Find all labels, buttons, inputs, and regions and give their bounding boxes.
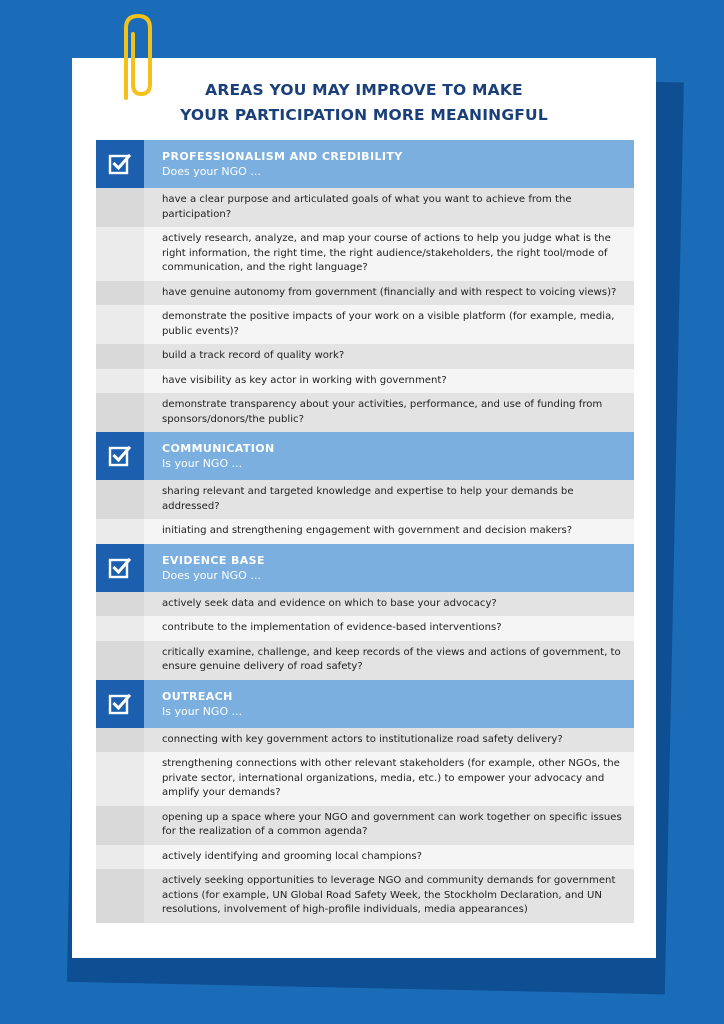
item-gutter — [96, 369, 144, 394]
checklist-item-text: sharing relevant and targeted knowledge and expertise to help your demands be addressed? — [162, 486, 574, 512]
checkbox-checked-icon — [96, 680, 144, 728]
section-heading: PROFESSIONALISM AND CREDIBILITY — [162, 150, 403, 163]
section-subheading: Does your NGO ... — [162, 165, 261, 178]
item-gutter — [96, 281, 144, 306]
checklist-item — [96, 188, 634, 227]
section-heading: OUTREACH — [162, 689, 233, 703]
checklist-item-text: build a track record of quality work? — [162, 350, 345, 361]
checklist-item-text: contribute to the implementation of evidence-based interventions? — [162, 622, 502, 633]
item-gutter — [96, 845, 144, 870]
checklist-item-text: actively research, analyze, and map your course of actions to help you judge what is the right information, the right time, the right audience/stakeholders, the right tool/mode of communication, and the right language? — [162, 233, 611, 273]
checklist-item-text: actively seeking opportunities to leverage NGO and community demands for government actions (for example, UN Global Road Safety Week, the Stockholm Declaration, and UN resolutions, involvement of high-profile individuals, media appearances) — [162, 875, 616, 915]
checklist-item-text: strengthening connections with other relevant stakeholders (for example, other NGOs, the private sector, international organizations, media, etc.) to empower your advocacy and amplify your demands? — [162, 758, 620, 798]
checklist-table — [96, 140, 634, 923]
section-header — [96, 432, 634, 480]
section-header — [96, 680, 634, 728]
checklist-item-text: have visibility as key actor in working with government? — [162, 374, 447, 386]
item-gutter — [96, 480, 144, 519]
checklist-item — [96, 592, 634, 617]
checkbox-checked-icon — [96, 432, 144, 480]
checklist-sheet — [72, 58, 656, 958]
checklist-item-text: have genuine autonomy from government (financially and with respect to voicing views)? — [162, 286, 617, 298]
section-subheading: Is your NGO ... — [162, 457, 243, 470]
section-header-text — [144, 140, 403, 188]
checklist-item — [96, 806, 634, 845]
checklist-item — [96, 393, 634, 432]
checkbox-checked-icon — [96, 544, 144, 592]
item-gutter — [96, 616, 144, 641]
checklist-item — [96, 728, 634, 753]
title-line-2: YOUR PARTICIPATION MORE MEANINGFUL — [180, 106, 548, 124]
section-subheading: Is your NGO ... — [162, 704, 243, 718]
section-header-text — [144, 680, 242, 728]
checklist-item — [96, 869, 634, 923]
checklist-item — [96, 305, 634, 344]
checklist-item — [96, 369, 634, 394]
checklist-item-text: connecting with key government actors to institutionalize road safety delivery? — [162, 733, 563, 745]
checklist-item-text: actively identifying and grooming local champions? — [162, 850, 423, 862]
checklist-item — [96, 752, 634, 806]
section-header-text — [144, 544, 265, 592]
section-header — [96, 140, 634, 188]
checklist-item — [96, 480, 634, 519]
item-gutter — [96, 752, 144, 806]
paperclip-icon — [108, 10, 160, 106]
checklist-item-text: demonstrate transparency about your activities, performance, and use of funding from sponsors/donors/the public? — [162, 399, 603, 425]
checklist-item — [96, 281, 634, 306]
item-gutter — [96, 728, 144, 753]
item-gutter — [96, 869, 144, 923]
item-gutter — [96, 806, 144, 845]
checklist-item — [96, 344, 634, 369]
section-subheading: Does your NGO ... — [162, 568, 261, 582]
checklist-item — [96, 616, 634, 641]
section-heading: COMMUNICATION — [162, 442, 275, 455]
checklist-item — [96, 845, 634, 870]
checklist-item-text: have a clear purpose and articulated goals of what you want to achieve from the participation? — [162, 194, 572, 220]
item-gutter — [96, 393, 144, 432]
section-heading: EVIDENCE BASE — [162, 553, 265, 567]
item-gutter — [96, 188, 144, 227]
item-gutter — [96, 227, 144, 281]
checklist-item-text: demonstrate the positive impacts of your work on a visible platform (for example, media, public events)? — [162, 311, 615, 337]
title-line-1: AREAS YOU MAY IMPROVE TO MAKE — [205, 81, 523, 99]
checkbox-checked-icon — [96, 140, 144, 188]
checklist-item-text: opening up a space where your NGO and government can work together on specific issues for the realization of a common agenda? — [162, 811, 622, 837]
checklist-item-text: initiating and strengthening engagement with government and decision makers? — [162, 525, 573, 536]
section-header-text — [144, 432, 275, 480]
checklist-item — [96, 519, 634, 544]
checklist-item-text: critically examine, challenge, and keep records of the views and actions of government, to ensure genuine delivery of road safety? — [162, 646, 621, 672]
checklist-item-text: actively seek data and evidence on which to base your advocacy? — [162, 597, 497, 609]
item-gutter — [96, 344, 144, 369]
item-gutter — [96, 519, 144, 544]
item-gutter — [96, 592, 144, 617]
item-gutter — [96, 641, 144, 680]
checklist-item — [96, 641, 634, 680]
item-gutter — [96, 305, 144, 344]
section-header — [96, 544, 634, 592]
checklist-item — [96, 227, 634, 281]
